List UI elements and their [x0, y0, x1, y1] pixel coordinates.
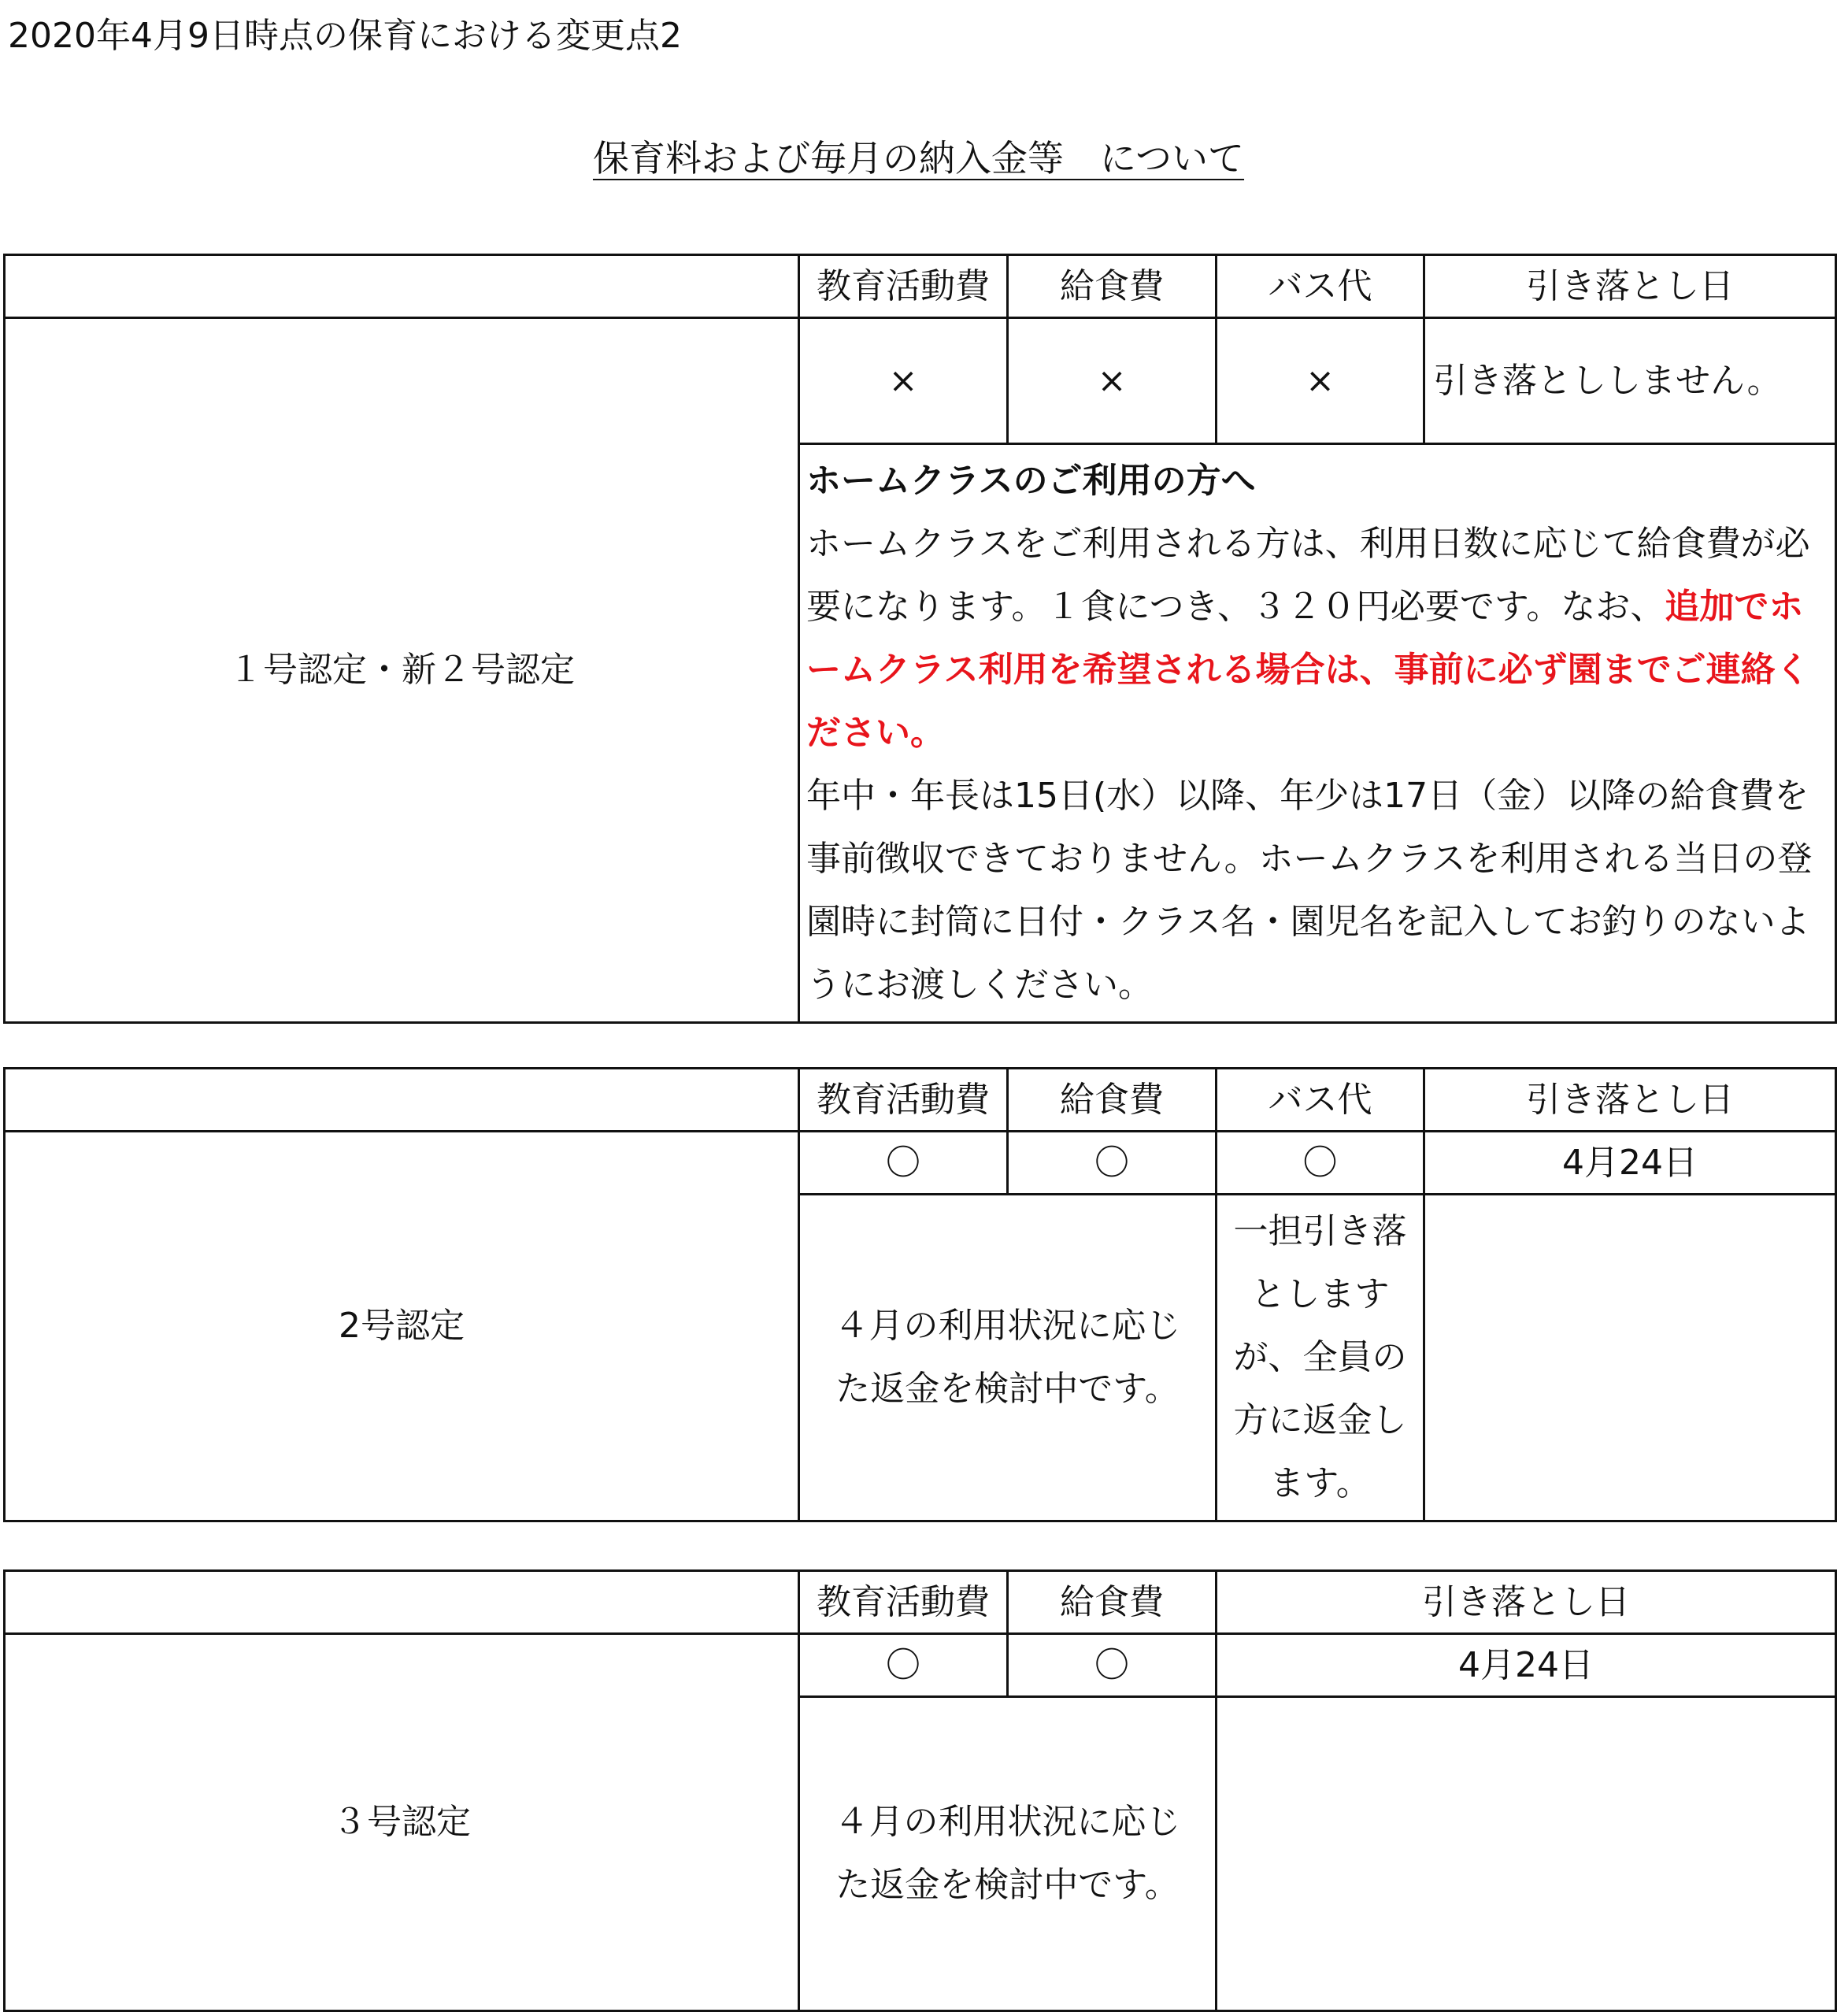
- section1-label: １号認定・新２号認定: [5, 318, 799, 1023]
- table-header-row: [5, 255, 1836, 318]
- section1-meal-mark: ×: [1008, 318, 1217, 444]
- section3-meal-mark: 〇: [1008, 1634, 1217, 1697]
- header-meal: 給食費: [1008, 1571, 1217, 1634]
- header-bus: バス代: [1217, 1069, 1424, 1132]
- section3-label: ３号認定: [5, 1634, 799, 2011]
- section2-bus-mark: 〇: [1217, 1132, 1424, 1195]
- fee-table-section3: [3, 1569, 1837, 2012]
- header-education: 教育活動費: [799, 1069, 1008, 1132]
- section2-empty-cell: [1424, 1195, 1836, 1521]
- section3-empty-cell: [1217, 1697, 1836, 2011]
- document-title: [0, 134, 1837, 183]
- section2-bus-note: 一担引き落としますが、全員の方に返金します。: [1217, 1195, 1424, 1521]
- header-education: 教育活動費: [799, 1571, 1008, 1634]
- section1-debit: 引き落とししません。: [1424, 318, 1836, 444]
- table-header-row: [5, 1069, 1836, 1132]
- section1-home-class-note: [799, 444, 1836, 1023]
- section3-debit: 4月24日: [1217, 1634, 1836, 1697]
- section2-label: 2号認定: [5, 1132, 799, 1521]
- section2-education-mark: 〇: [799, 1132, 1008, 1195]
- header-debit-date: 引き落とし日: [1217, 1571, 1836, 1634]
- header-blank-cell: [5, 1571, 799, 1634]
- header-debit-date: 引き落とし日: [1424, 255, 1836, 318]
- header-meal: 給食費: [1008, 1069, 1217, 1132]
- section2-refund-note: ４月の利用状況に応じた返金を検討中です。: [799, 1195, 1217, 1521]
- table-row: [5, 1634, 1836, 1697]
- document-header: 2020年4月9日時点の保育における変更点2: [8, 16, 682, 56]
- table-header-row: [5, 1571, 1836, 1634]
- header-education: 教育活動費: [799, 255, 1008, 318]
- header-debit-date: 引き落とし日: [1424, 1069, 1836, 1132]
- header-meal: 給食費: [1008, 255, 1217, 318]
- section2-debit: 4月24日: [1424, 1132, 1836, 1195]
- fee-table-section1: [3, 254, 1837, 1024]
- note-title: ホームクラスのご利用の方へ: [806, 461, 1256, 501]
- note-body-1: ホームクラスをご利用される方は、利用日数に応じて給食費が必要になります。１食につき、３２０円必要です。なお、: [806, 524, 1810, 627]
- section1-education-mark: ×: [799, 318, 1008, 444]
- header-blank-cell: [5, 255, 799, 318]
- note-emphasis: 追加でホームクラス利用を希望される場合は、事前に必ず園までご連絡ください。: [806, 587, 1810, 753]
- table-row: [5, 1132, 1836, 1195]
- section3-education-mark: 〇: [799, 1634, 1008, 1697]
- section3-refund-note: ４月の利用状況に応じた返金を検討中です。: [799, 1697, 1217, 2011]
- header-blank-cell: [5, 1069, 799, 1132]
- note-body-2: 年中・年長は15日(水）以降、年少は17日（金）以降の給食費を事前徴収できておりません。ホームクラスを利用される当日の登園時に封筒に日付・クラス名・園児名を記入してお釣りのないようにお渡しください。: [806, 776, 1813, 1005]
- header-bus: バス代: [1217, 255, 1424, 318]
- section1-bus-mark: ×: [1217, 318, 1424, 444]
- table-row: [5, 318, 1836, 444]
- document-title-text: 保育料および毎月の納入金等 について: [592, 137, 1245, 180]
- fee-table-section2: [3, 1067, 1837, 1522]
- section2-meal-mark: 〇: [1008, 1132, 1217, 1195]
